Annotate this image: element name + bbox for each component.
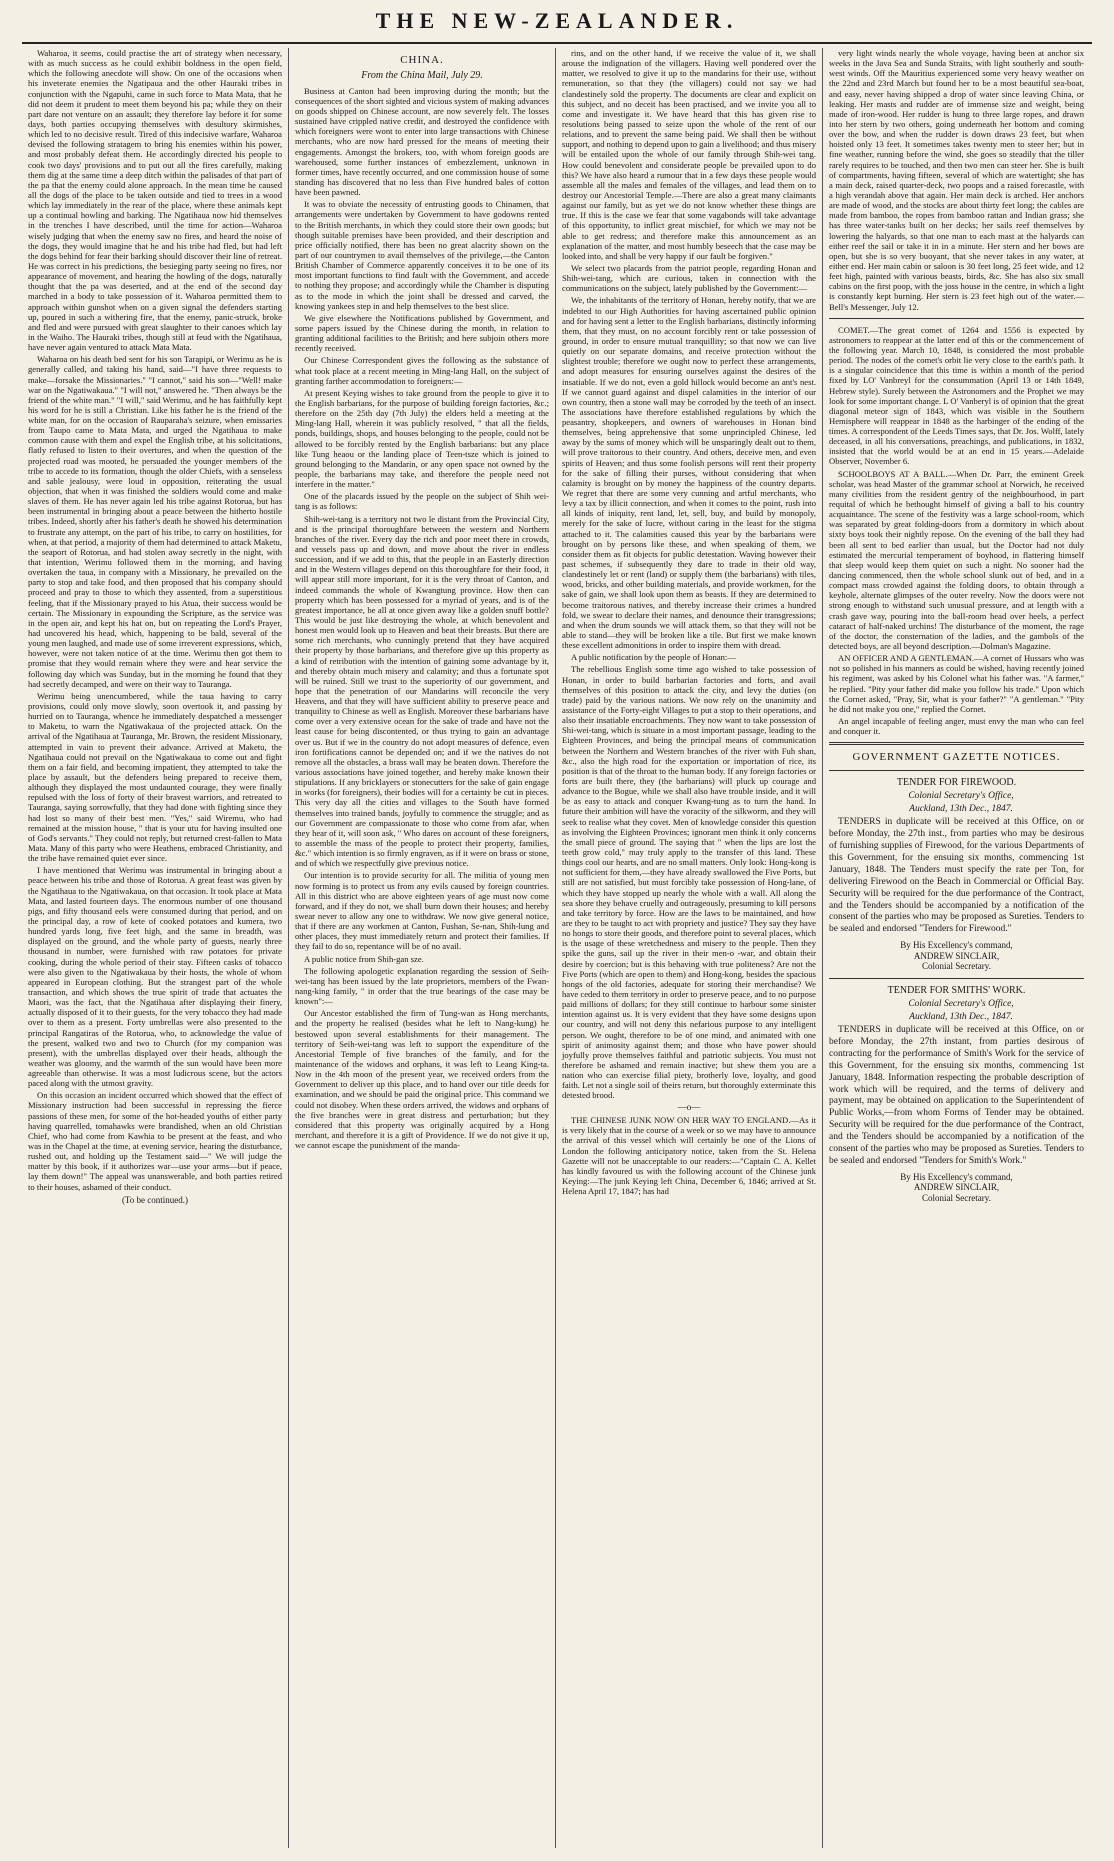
- article-paragraph: On this occasion an incident occurred which showed that the effect of Missionary instruction had been successful in repressing the fierce passions of these men, for some of the hot-headed youths of either party having quarrelled, tomahawks were brandished, when an old Christian Chief, who had come from Kawhia to be present at the feast, and who was in the Chapel at the time, at evening service, hearing the disturbance, rushed out, and holding up the Testament said—" We will judge the matter by this book, if it authorizes war—use your arms—but if peace, lay them down!" The appeal was unanswerable, and both parties retired to their houses, ashamed of their conduct.: [28, 1090, 282, 1192]
- ball-paragraph: SCHOOLBOYS AT A BALL.—When Dr. Parr, the eminent Greek scholar, was head Master of the grammar school at Norwich, he received many civilities from the resident gentry of the neighbourhood, in part requital of which he bethought himself of giving a ball to his country acquaintance. The scene of the festivity was a large school-room, which was separated by great folding-doors from a dormitory in which about sixty boys took their nightly repose. On the evening of the ball they had been all sent to bed earlier than usual, but the Doctor had not duly estimated the mercurial temperament of boyhood, in flattering himself that sleep would keep them quiet on such a night. No sooner had the dancing commenced, then the whole school slunk out of bed, and in a compact mass crowded against the folding doors, to obtain through a keyhole, alternate glimpses of the outer revelry. Now the doors were not strong enough to withstand such unusual pressure, and at length with a crash gave way, pouring into the ball-room head over heels, a perfect cataract of half-naked urchins! The disturbance of the moment, the rage of the doctor, the consternation of the ladies, and the gambols of the detected boys, are all beyond description.—Dolman's Magazine.: [829, 468, 1084, 652]
- column-2: [289, 48, 556, 1848]
- divider: [829, 318, 1084, 319]
- article-paragraph: rins, and on the other hand, if we receive the value of it, we shall arouse the indignation of the villagers. Having well pondered over the matter, we resolved to give it up to the mandarins for their use, without remuneration, so that they (the villagers) could not say we had clandestinely sold the property. The documents are clear and explicit on this subject, and no deceit has been practised, and we invite you all to come and investigate it. We have heard that this has given rise to resolutions being passed to seize upon the whole of the rent of our relations, and to prevent the same being paid. We shall then be without support, and nothing to depend upon to gain a livelihood; and thus misery will be entailed upon the whole of our family through Shih-wei tang. How could benevolent and considerate people be prevailed upon to do this? We have also heard a rumour that in a few days these people would assemble all the males and females of the villages, and lead them on to destroy our Ancestorial Temple.—There are also a great many claimants against our family, but as yet we do not know whether these things are true. If this is the case we fear that some vagabonds will take advantage of this opportunity, to inflict great mischief, for which we may not be able to get redress; and therefore make this announcement as an explanation of the matter, and most humbly beseech that the case may be looked into, and shall be very happy if our fault be forgiven.": [562, 48, 816, 261]
- section-subheading: From the China Mail, July 29.: [361, 69, 483, 81]
- column-1: [22, 48, 289, 1848]
- article-paragraph: One of the placards issued by the people on the subject of Shih wei-tang is as follows:: [295, 491, 549, 512]
- signoff-name: ANDREW SINCLAIR,: [913, 1182, 1000, 1193]
- article-paragraph: The following apologetic explanation regarding the session of Seih-wei-tang has been issued by the late proprietors, members of the Fwan-nang-king family, " in order that the true bearings of the case may be known":—: [295, 965, 549, 1007]
- tender-firewood: [829, 777, 1084, 972]
- article-paragraph: Waharoa on his death bed sent for his son Tarapipi, or Werimu as he is generally called, and taking his hand, said—"I have three requests to make—forsake the Missionaries." "I cannot," said his son—"Well! make war on the Ngatiwakaua." "I will not," answered he. "Then always be the friend of the white man." "I will," said Werimu, and he has faithfully kept his word for he is still a Christian. Like his father he is the friend of the white man, for on the occasion of Rauparaha's seizure, when emissaries from Taupo came to Mata Mata, and urged the Ngatihaua to make common cause with them and expel the English tribe, at his solicitations, flatly refused to listen to their overtures, and when the question of the projected road was mooted, he persuaded the younger members of the tribe to accede to its formation, though the older Chiefs, with a senseless and sable jealousy, were loud in opposition, reiterating the usual objection, that when it was finished the soldiers would come and make slaves of them. He has never again led his tribe against Rotorua, but has been instrumental in bringing about a peace between the hitherto hostile tribes. Indeed, shortly after his father's death he showed his determination to frustrate any attempt, on the part of his tribe, to carry on hostilities, for when, at that period, a majority of them had determined to attack Maketu, the seaport of Rotorua, and had stolen away secretly in the night, with that intention, Werimu followed them in the morning, and having overtaken the taua, in company with a Missionary, he prevailed on the party to stop and take food, and then proposed that his company should proceed and pray to those to which they assented, from a superstitious feeling, that if the Missionary prayed to his Atua, their success would be certain. The Missionary in expounding the Scripture, as the service was in the open air, and kept his hat on, but on repeating the Lord's Prayer, had uncovered his head, which, happening to be bald, several of the young men laughed, and made use of some irreverent expressions, which, however, were not taken notice of at the time. Werimu then got them to promise that they would remain where they were and hear service the following day which was Sunday, but in the morning he found that they had secretly decamped, and were on their way to Tauranga.: [28, 354, 282, 689]
- tender-date: Auckland, 13th Dec., 1847.: [909, 804, 1013, 815]
- notices-heading: GOVERNMENT GAZETTE NOTICES.: [852, 751, 1061, 764]
- signoff-role: Colonial Secretary.: [922, 961, 991, 972]
- article-paragraph: The rebellious English some time ago wished to take possession of Honan, in order to build barbarian factories and forts, and avail themselves of this position to attack the city, and levy the duties (on trade) paid by the various nations. We now rely on the unanimity and assistance of the Forty-eight Villages to put a stop to their operations, and also their insatiable encroachments. They now want to take possession of Shi-wei-tang, which is situate in a most important passage, leading to the Eighteen Provinces, and being the principal means of communication between the Northern and Western branches of the river with Fuh shan, &c., also the high road for the exportation or importation of rice, its position is that of the throat to the human body. If any foreign factories or forts are built there, they (the barbarians) will pluck up courage and advance to the Bogue, while we shall also have trouble inside, and it will be as easy to attack and conquer Kwang-tung as to turn the hand. In future their ambition will have the voracity of the silkworm, and they will seek to realise what they covet. Men of knowledge consider this question as involving the Eighteen Provinces; ignorant men think it only concerns the small piece of ground. The saying that " when the lips are lost the teeth grow cold," may truly apply to the transfer of this land. These things cool our hearts, and are no small matters. Only look: Hong-kong is not sufficient for them,—they have already swallowed the Five Ports, but still are not satisfied, but must forcibly take possession of Hong-lane, of which they have stopped up nearly the whole with a wall. All along the sea shore they behave cruelly and outrageously, presuming to kill persons and take territory by force. How are the laws to be maintained, and how are they to be taught to act with propriety and justice? They say they have no hongs to store their goods, and therefore point to several places, which is the usage of these wretchedness and misery to the people. Then they spike the guns, sail up the river in their men-o -war, and obtain their desire by coercion; but is this behaving with true politeness? Are not the Five Ports (which are open to them) and Hong-kong, besides the spacious hongs of the old factories, adequate for storing their merchandise? We have ceded to them territory in order to preserve peace, and to no purpose paid millions of dollars; for they still continue to harbour some sinister intention against us. It is very evident that they have some designs upon our country, and will not deny this nefarious purpose to any intelligent person. We ought, therefore to be of one mind, and animated with one spirit of animosity against them; and those who have power should joyfully prove themselves faithful and patriotic subjects. You must not therefore be ashamed and remain inactive; but shew them you are a nation who can exercise filial piety, brotherly love, loyalty, and good faith. Let not a single soil of theirs return, but thoroughly exterminate this detested brood.: [562, 664, 816, 1101]
- divider: [829, 978, 1084, 979]
- masthead: [22, 0, 1092, 44]
- article-paragraph: THE CHINESE JUNK NOW ON HER WAY TO ENGLAND.—As it is very likely that in the course of a week or so we may have to announce the arrival of this vessel which will certainly be one of the Lions of London the following anticipatory notice, taken from the St. Helena Gazette will not be unacceptable to our readers:—"Captain C. A. Kellet has kindly favoured us with the following account of the Chinese junk Keying:—The junk Keying left China, December 6, 1846; arrived at St. Helena April 17, 1847; has had: [562, 1115, 816, 1197]
- article-paragraph: Our intention is to provide security for all. The militia of young men now forming is to protect us from any evils caused by foreign countries. All in this district who are above eighteen years of age must now come forward, and if they do not, we shall burn down their houses; and hereby swear never to allow any one to withdraw. We now give general notice, that if there are any workmen at Canton, Fushan, Se-nan, Shih-lung and other places, they must immediately return and protect their families. If they fail to do so, repentance will be of no avail.: [295, 870, 549, 952]
- comet-paragraph: COMET.—The great comet of 1264 and 1556 is expected by astronomers to reappear at the latter end of this or the commencement of the following year. March 10, 1848, is considered the most probable period. The nodes of the comet's orbit lie very close to the earth's path. It is a singular coincidence that this time is within a month of the period fixed by LO' Vanbreyl for the consummation (April 13 or 14th 1849, Hebrew style). Surely between the Astronomers and the Prophet we may look for some important change. L O' Vanberyl is of opinion that the great diagonal meteor sign of 1843, which was visible in the Southern Hemisphere will reappear in 1848 as the harbinger of the ending of the times. A correspondent of the Leeds Times says, that Dr. Jos. Wolff, lately deceased, in all his conversations, preachings, and publications, in 1832, insisted that the world would be at an end in 15 years.—Adelaide Observer, November 6.: [829, 324, 1084, 467]
- article-paragraph: It was to obviate the necessity of entrusting goods to Chinamen, that arrangements were undertaken by Government to have godowns rented to the British merchants, in which they could store their own goods; but though suitable premises have been provided, and their description and price officially notified, there has been no great alacrity shown on the part of our countrymen to avail themselves of the privilege,—the Canton British Chamber of Commerce apparently conceives it to be one of its most important functions to find fault with the Government, and accede to nothing they propose; and accordingly while the Chamber is disputing as to the mode in which the joint shall be dressed and carved, the knowing yankees step in and help themselves to the best slice.: [295, 199, 549, 311]
- article-paragraph: We give elsewhere the Notifications published by Government, and some papers issued by the Chinese during the month, in relation to granting additional facilities to the British; and here subjoin others more recently received.: [295, 312, 549, 354]
- article-paragraph: A public notification by the people of Honan:—: [571, 652, 736, 663]
- signoff-command: By His Excellency's command,: [900, 1171, 1013, 1182]
- angel-paragraph: An angel incapable of feeling anger, must envy the man who can feel and conquer it.: [829, 716, 1084, 737]
- tender-body: TENDERS in duplicate will be received at this Office, on or before Monday, the 27th instant, from parties desirous of contracting for the performance of Smith's Work for the service of this Government, for the ensuing six months, commencing 1st January, 1848. Information respecting the probable description of work which will be required, and the terms of delivery and payment, may be obtained on application to the Superintendent of Public Works,—from whom Forms of Tender may be obtained. Security will be required for the due performance of the Contract, and the Tenders should be accompanied by a notification of the consent of the parties who may be proposed as Sureties. Tenders to be sealed and endorsed "Tenders for Smith's Work.": [829, 1025, 1084, 1166]
- divider: [829, 742, 1084, 745]
- article-paragraph: Werimu being unencumbered, while the taua having to carry provisions, could only move slowly, soon overtook it, and passing by hurried on to Tauranga, whence he immediately despatched a messenger to Maketu, to warn the Ngatiwakaua of the projected attack. On the arrival of the Ngatihaua at Tauranga, Mr. Brown, the resident Missionary, attempted in vain to prevent their advance. Arrived at Maketu, the Ngatihaua could not prevail on the Ngatiwakaua to come out and fight them on a fair field, and becoming impatient, they attempted to take the place by assault, but the defenders being prepared to receive them, although they displayed the most undaunted courage, they were finally repulsed with the loss of forty of their bravest warriors, and retreated to Tauranga, saying sorrowfully, that they had done with fighting since they had lost so many of their best men. "Yes," said Wiremu, who had remained at the mission house, " that is your utu for having insulted one of God's servants." They could not reply, but returned crest-fallen to Mata Mata. Many of this party who were Heathens, embraced Christianity, and the tribe have remained quiet ever since.: [28, 690, 282, 864]
- article-paragraph: A public notice from Shih-gan sze.: [304, 953, 424, 964]
- signoff-role: Colonial Secretary.: [922, 1192, 991, 1203]
- officer-paragraph: AN OFFICER AND A GENTLEMAN.—A cornet of Hussars who was not so polished in his manners as could be wished, having recently joined his regiment, was asked by his Colonel what his father was. "A farmer," he replied. "Pity your father did make you follow his trade." Upon which the Cornet asked, "Pray, Sir, what is your father?" "A gentleman." "Pity he did not make you one," replied the Cornet.: [829, 653, 1084, 714]
- separator: —o—: [677, 1102, 701, 1113]
- article-paragraph: We select two placards from the patriot people, regarding Honan and Shih-wei-tang, which are curious, taken in connection with the communications on the subject, lately published by the Government:—: [562, 262, 816, 294]
- signoff-name: ANDREW SINCLAIR,: [913, 950, 1000, 961]
- tender-title: TENDER FOR FIREWOOD.: [896, 777, 1017, 789]
- columns: [22, 48, 1092, 1848]
- article-paragraph: very light winds nearly the whole voyage, having been at anchor six weeks in the Java Sea and Sunda Straits, with light southerly and south-west winds. Off the Mauritius experienced some very heavy weather on the 22nd and 23rd March but found her to be a most beautiful sea-boat, and easy, never having shipped a drop of water since leaving China, or leaking. Her masts and rudder are of immense size and weight, being made of iron-wood. Her rudder is hung to three large ropes, and drawn into her stern by two others, going underneath her bottom and coming over the bow, and when the rudder is down draws 23 feet, but when hoisted only 13 feet. It sometimes takes twenty men to steer her; but in fine weather, running before the wind, she goes so steadily that the tiller rarely requires to be touched, and then two men can steer her. She is built of compartments, having fifteen, several of which are watertight; she has a main deck, raised quarter-deck, two poops and a raised forecastle, with a high verandah above that again. Her main deck is arched. Her anchors are made of wood, and the stocks are about thirty feet long; the cables are made from bamboo, the ropes from bamboo rattan and Indian grass; she has three water-tanks built on her decks; her sails reef themselves by lowering the halyards, so that one man to each mast at the halyards can either reef the sail or take it in in a minute. Her stern and her bows are open, but she is so very buoyant, that she never takes in any water, at either end. Her main cabin or saloon is 30 feet long, 25 feet wide, and 12 feet high, painted with various beasts, birds, &c. She has also six small cabins on the first poop, with the joss house in the centre, in which a light is constantly kept burning. Her stern is 23 feet high out of the water.—Bell's Messenger, July 12.: [829, 48, 1084, 312]
- tender-signoff: [829, 940, 1084, 972]
- continued-note: (To be continued.): [121, 1194, 189, 1205]
- masthead-title: THE NEW-ZEALANDER.: [375, 8, 739, 33]
- article-paragraph: Our Chinese Correspondent gives the following as the substance of what took place at a recent meeting in Ming-lang Hall, on the subject of granting farther accommodation to foreigners:—: [295, 355, 549, 386]
- tender-title: TENDER FOR SMITHS' WORK.: [887, 985, 1026, 997]
- column-3: [556, 48, 823, 1848]
- divider: [829, 770, 1084, 771]
- article-paragraph: At present Keying wishes to take ground from the people to give it to the English barbarians, for the purpose of building foreign factories, &c.; therefore on the 25th day (7th July) the elders held a meeting at the Ming-lang Hall, wherein it was publicly resolved, " that all the fields, ponds, buildings, shops, and houses belonging to the people, could not be allowed to be forcibly rented by the English barbarians: but any place like Tung heaou or the landing place of Teen-tsze which is joined to ground belonging to the Mandarin, or any open space not owned by the people, the barbarians may take, and therefore the people need not interfere in the matter.": [295, 387, 549, 490]
- tender-body: TENDERS in duplicate will be received at this Office, on or before Monday, the 27th inst., from parties who may be desirous of furnishing supplies of Firewood, for the various Departments of this Government, for the ensuing six months, commencing 1st January, 1848. The Tenders must specify the rate per Ton, for delivering Firewood on the Beach in Commercial or Official Bay. Security will be required for the due performance of the Contract, and the Tenders should be accompanied by a notification of the consent of the parties who may be proposed as Sureties. Tenders to be sealed and endorsed "Tenders for Firewood.": [829, 817, 1084, 935]
- article-paragraph: I have mentioned that Werimu was instrumental in bringing about a peace between his tribe and those of Rotorua. A great feast was given by the Ngatihaua to the Ngatiwakaua, on that occasion. It took place at Mata Mata, and lasted fourteen days. The enormous number of one thousand pigs, and fifty thousand eels were consumed during that period, and on the principal day, a row of kete of cooked potatoes and kumera, two hundred yards long, five feet high, and the same in breadth, was displayed on the ground, and the whole party of guests, nearly three thousand in number, were furnished with raw potatoes for private cooking, during the whole period of their stay. Fifteen casks of tobacco were also given to the Ngatiwakaua by their hosts, the whole of whom appeared in European clothing. But the strangest part of the whole transaction, and which shows the true spirit of trade that actuates the Maori, was the fact, that the Ngatihaua after displaying their finery, actually disposed of it to their guests, for the very tobacco they had made over to them as a present. Forty umbrellas were also presented to the principal Rangatiras of the Rotorua, who, to acknowledge the value of the present, walked two and two to Church (for my companion was present), with the umbrellas displayed over their heads, although the weather was gloomy, and the warmth of the sun would have been more agreeable than otherwise. It was a most ludicrous scene, but the actors paced along with the utmost gravity.: [28, 865, 282, 1089]
- tender-smiths-work: [829, 985, 1084, 1204]
- column-4: [823, 48, 1090, 1848]
- section-heading-china: CHINA.: [400, 54, 444, 66]
- tender-signoff: [829, 1172, 1084, 1204]
- article-paragraph: Business at Canton had been improving during the month; but the consequences of the short sighted and vicious system of making advances on goods shipped on Chinese account, are now severely felt. The losses sustained have crippled native credit, and destroyed the confidence with which foreigners were wont to enter into large transactions with Chinese merchants, who are now hard pressed for the means of meeting their engagements. Amongst the brokers, too, with whom foreign goods are warehoused, some further instances of embezzlement, unknown in former times, have recently occurred, and one commission house of some standing has discovered that no less than Five hundred bales of cotton have been pawned.: [295, 85, 549, 198]
- article-paragraph: We, the inhabitants of the territory of Honan, hereby notify, that we are indebted to our High Authorities for having ascertained public opinion and for having sent a letter to the English barbarians, distinctly informing them, that they must, on no account forcibly rent or take possession of ground, in order to ensure mutual tranquillity; so that now we can live quietly on our separate domains, and receive protection without the slightest trouble; therefore we ought now to perfect these arrangements, and adopt measures for ensuring ourselves against the desires of the insatiable. If we do not, even a gold hillock would become an ant's nest. If we cannot guard against and dispel calamities in the interior of our own country, then a stone wall may be corroded by the teeth of an insect. The associations have therefore established regulations by which the peasantry, shopkeepers, and owners of warehouses in Honan bind themselves, being apprehensive that some unprincipled Chinese, led away by the sums of money which will be unsparingly dealt out to them, will prove traitorous to their country. And others, deceive men, and even spirits of Heaven; and thus some foolish persons will rent their property for the sake of filling their purses, without considering that when calamity is brought on by money the happiness of the country departs. We regret that there are some very cunning and artful merchants, who levy a tax by illicit connection, and when it comes to the point, rush into all kinds of iniquity, rent land, let, sell, buy, and build by monopoly, merely for the sake of lucre, without caring in the least for the stigma attached to it. The calamities caused this year by the barbarians were brought on by persons like these, and when speaking of them, we consider them as fit objects for public detestation. Waving however their past schemes, if subsequently they dare to trade in their old way, clandestinely let or rent (land) or supply them (the barbarians) with tiles, wood, bricks, and other building materials, and provide workmen, for the sake of gain, we shall look upon them as beasts. If they are determined to become traitorous natives, and thereby increase their crimes a hundred fold, we swear to declare their names, and denounce their transgressions; and when the drum sounds we will attack them, so that they will not be able to stand—they will be broken like a tile. But first we make known these excellent admonitions in order to inspire them with dread.: [562, 295, 816, 651]
- signoff-command: By His Excellency's command,: [900, 940, 1013, 951]
- article-paragraph: Our Ancestor established the firm of Tung-wan as Hong merchants, and the property he realised (besides what he left to Nang-kung) he bestowed upon several establishments for their management. The territory of Seih-wei-tang was left to support the expenditure of the Ancestorial Temple of five branches of the family, and for the maintenance of the widows and orphans, it was left to Leang King-ta. Now in the 4th moon of the present year, we received orders from the Government to deliver up this place, and to hand over our title deeds for examination, and we should be paid the original price. This command we could not disobey. When these orders arrived, the widows and orphans of the five branches were in great distress and perturbation; but they considered that this property was originally acquired by a Hong merchant, and therefore it is a gift of Providence. If we do not give it up, we cannot escape the punishment of the manda-: [295, 1008, 549, 1151]
- tender-date: Auckland, 13th Dec., 1847.: [909, 1012, 1013, 1023]
- article-paragraph: Waharoa, it seems, could practise the art of strategy when necessary, with as much success as he could exhibit boldness in the open field, which the following anecdote will show. On one of the occasions when his inveterate enemies the Ngatipaua and the other Hauraki tribes in conjunction with the Ngapuhi, came in such force to Mata Mata, that he did not deem it prudent to meet them beyond his pa; while they on their part dare not venture on an assault; they therefore lay before it for some days, both parties occupying themselves with desultory skirmishes, which led to no decisive result. Tired of this indecisive warfare, Waharoa devised the following stratagem to bring his enemies within his power, and most probably defeat them. He accordingly directed his people to cook two days' provisions and to put out all the fires carefully, making them dig at the same time a deep ditch within the palisades of that part of the pa that the enemy could alone approach. In the mean time he caused all the dogs of the place to be taken outside and tied to trees in a wood which lay immediately in the rear of the place, where these animals kept up a continual howling and barking. The Ngatihaua now hid themselves in the trenches I have described, until the time for action—Waharoa wisely judging that when the enemy saw no fires, and heard the noise of the dogs, they would imagine that he and his tribe had fled, but had left the dogs behind for fear their barking should discover their line of retreat. He was correct in his predictions, the besieging party seeing no fires, nor appearance of movement, and hearing the howling of the dogs, naturally thought that the pa was deserted, and at the end of the second day marched in a body to take possession of it. Waharoa permitted them to approach within gunshot when on a given signal the defenders starting up, poured in such a withering fire, that the enemy, panic-struck, broke and fled and were pursued with great slaughter to their canoes which lay in the Waiho. The Hauraki tribes, though still at feud with the Ngatihaua, have never again ventured to attack Mata Mata.: [28, 48, 282, 353]
- tender-office: Colonial Secretary's Office,: [908, 791, 1014, 802]
- tender-office: Colonial Secretary's Office,: [908, 998, 1014, 1009]
- article-paragraph: Shih-wei-tang is a territory not two le distant from the Provincial City, and is the principal thoroughfare between the western and Northern branches of the river. Every day the rich and poor meet there in crowds, and vessels pass up and down, and move about the river in endless succession, and if we add to this, that the people in an Easterly direction and in the Western villages depend on this thoroughfare for their food, it will appear still more important, for it is the very throat of Canton, and indeed commands the whole of Kwangtung province. How then can property which has been possessed for a myriad of years, and is of the greatest importance, be all at once given away like a golden snuff bottle? This would be just like destroying the whole, at which benevolent and honest men would look up to Heaven and beat their breasts. But there are some rich merchants, who cunningly pretend that they have acquired their property by those barbarians, and therefore give up this property as a kind of retribution with the intention of gaining some advantage by it, and thereby obtain much misery and calamity; and thus a fortunate spot will be ruined. Still we trust to the superiority of our government, and hope that the penetration of our Mandarins will reconcile the very Heavens, and that they will have sufficient ability to preserve peace and tranquility to Chinese as well as English. Moreover these barbarians have come over a very extensive ocean for the sake of trade and have not the least cause for being discontented, or thus trying to gain an advantage over us. But if we in the country do not adopt measures of defence, even iron fortifications cannot be depended on; and if we the natives do not remove all the obstacles, a brass wall may be beaten down. Therefore the various associations have joined together, and hereby make known their stipulations. If any bricklayers or stonecutters for the sake of gain engage in works (for foreigners), their bodies will for a certainty be cut in pieces. This very day all the cities and villages to the South have formed themselves into trained bands, joyfully to commence the struggle; and as our Government are compassionate to those who come from afar, when they hear of it, will soon ask, " Who dares on account of these foreigners, to assemble the mass of the people to protect their property, families, &c." which intention is so firmly engraven, as if it were on brass or stone, and of which we respectfully give previous notice.: [295, 513, 549, 869]
